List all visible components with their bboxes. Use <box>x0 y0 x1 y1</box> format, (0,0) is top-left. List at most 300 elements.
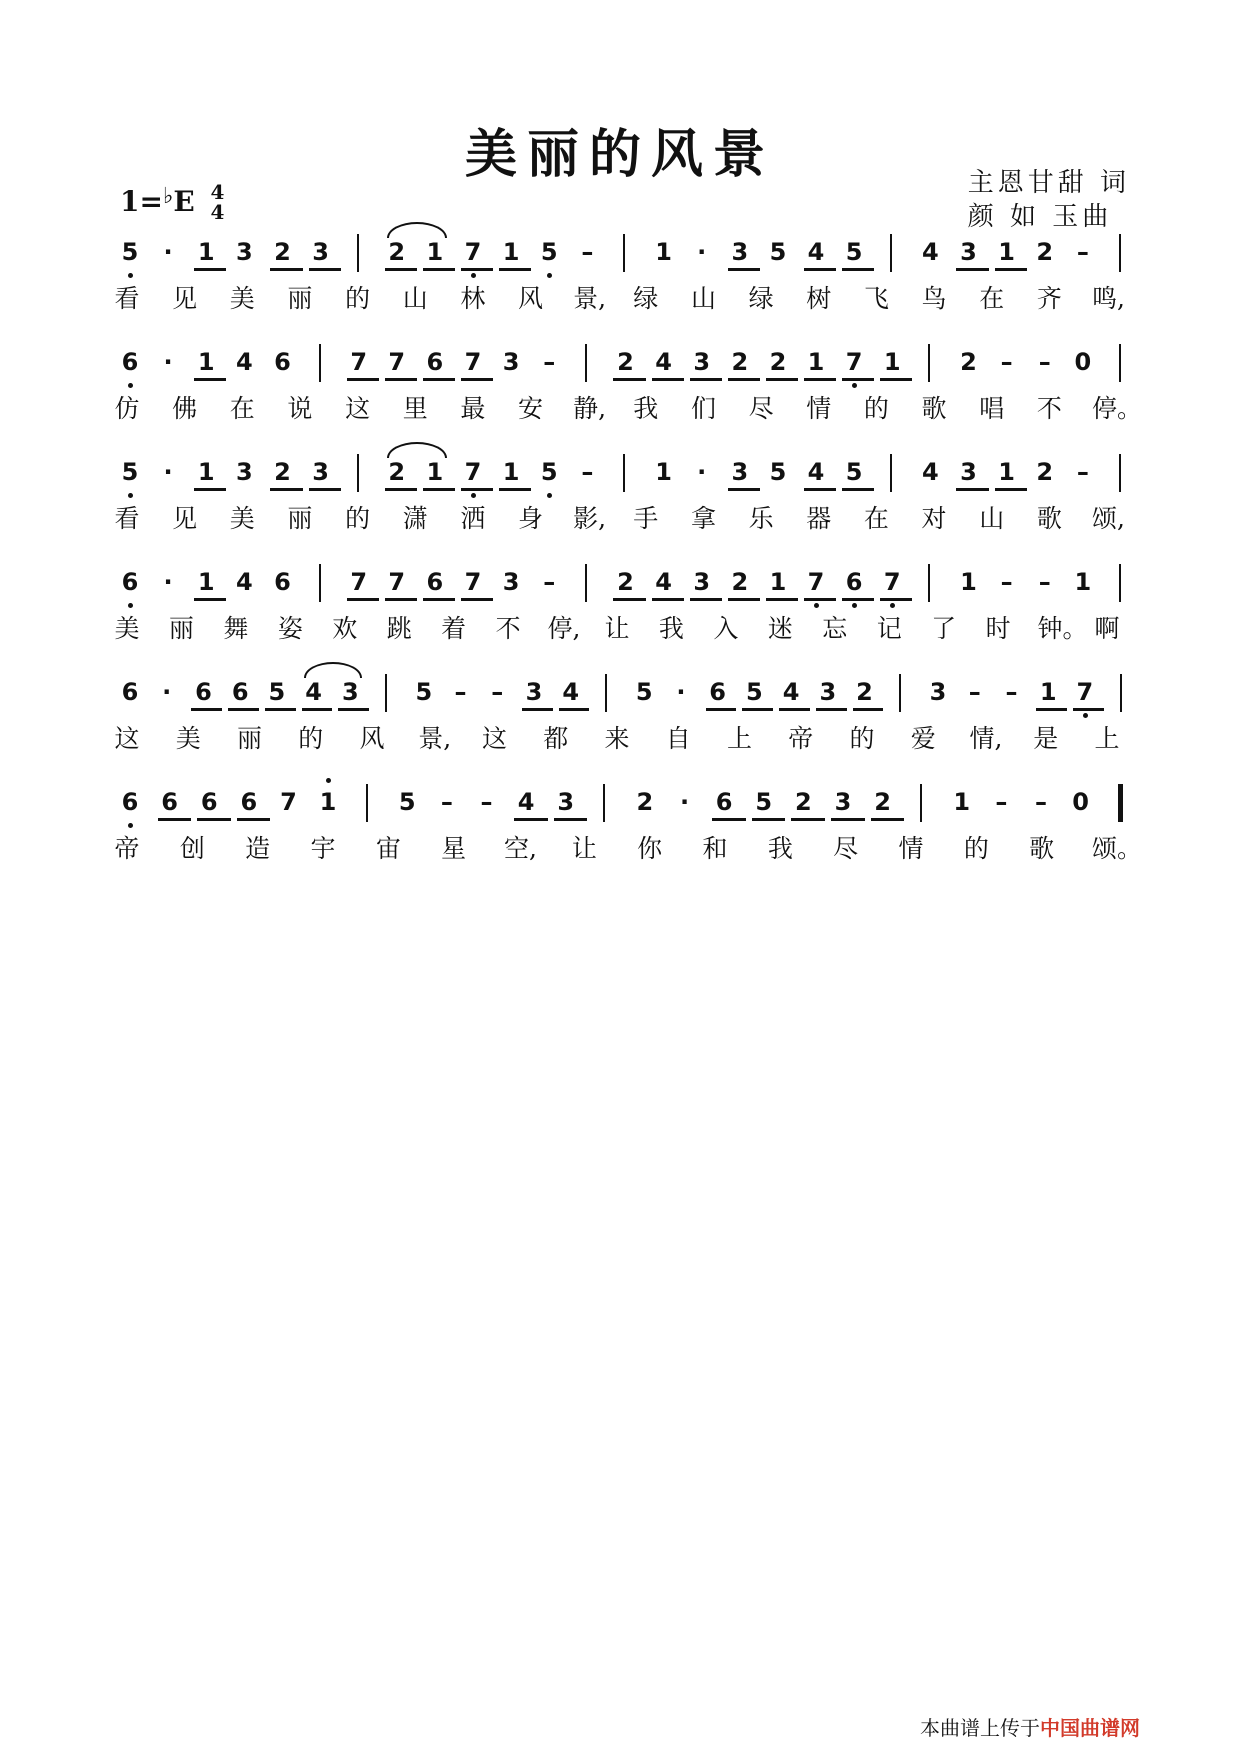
lyric-syllable: 时 <box>985 614 1011 643</box>
barline <box>603 784 605 822</box>
lyric-syllable: 我 <box>633 394 659 423</box>
lyric-syllable: 宙 <box>375 834 401 863</box>
note: 7 <box>464 348 482 376</box>
lyric-syllable: 丽 <box>168 614 194 643</box>
augmentation-dot: · <box>679 788 690 816</box>
low-octave-dot <box>128 273 133 278</box>
note: 1 <box>502 238 520 266</box>
eighth-underline <box>804 488 836 491</box>
note: 7 <box>388 348 406 376</box>
note: 5 <box>398 788 416 816</box>
lyric-syllable: 不 <box>495 614 521 643</box>
eighth-underline <box>559 708 590 711</box>
note: 3 <box>235 238 253 266</box>
note: 4 <box>807 238 825 266</box>
eighth-underline <box>831 818 865 821</box>
augmentation-dot: · <box>163 568 173 596</box>
note: 6 <box>709 678 726 706</box>
flat-sign: ♭ <box>162 183 174 209</box>
barline <box>1119 344 1121 382</box>
lyric-syllable: 上 <box>726 724 752 753</box>
note: 3 <box>525 678 543 706</box>
lyric-syllable: 景, <box>418 724 452 753</box>
note: 7 <box>350 348 368 376</box>
note: 5 <box>769 238 787 266</box>
note: 7 <box>883 568 901 596</box>
note: 3 <box>312 458 329 486</box>
eighth-underline <box>499 268 531 271</box>
note: 3 <box>929 678 947 706</box>
lyric-syllable: 了 <box>931 614 957 643</box>
lyric-syllable: 美 <box>114 614 140 643</box>
eighth-underline <box>309 488 341 491</box>
note: 2 <box>1036 238 1054 266</box>
eighth-underline <box>652 598 684 601</box>
lyric-syllable: 舞 <box>223 614 249 643</box>
time-signature <box>210 182 224 222</box>
lyric-syllable: 是 <box>1033 724 1059 753</box>
lyric-syllable: 影, <box>573 504 607 533</box>
note: 4 <box>235 568 253 596</box>
notation-line <box>120 782 1130 828</box>
lyric-syllable: 对 <box>921 504 947 533</box>
eighth-underline <box>309 268 341 271</box>
low-octave-dot <box>128 603 133 608</box>
note: 1 <box>998 458 1015 486</box>
note: 3 <box>693 348 711 376</box>
note: 3 <box>312 238 329 266</box>
time-top: 4 <box>210 180 225 204</box>
lyric-syllable: 帝 <box>788 724 814 753</box>
note: 1 <box>197 568 215 596</box>
lyric-syllable: 情 <box>806 394 832 423</box>
note: 1 <box>197 238 215 266</box>
barline <box>366 784 368 822</box>
note: 6 <box>274 568 291 596</box>
lyric-syllable: 星 <box>441 834 467 863</box>
eighth-underline <box>842 598 874 601</box>
note: 6 <box>121 568 139 596</box>
barline <box>1119 564 1121 602</box>
lyric-syllable: 绿 <box>633 284 659 313</box>
note: 5 <box>540 458 558 486</box>
note: 1 <box>769 568 787 596</box>
eighth-underline <box>804 378 836 381</box>
note: 7 <box>1076 678 1094 706</box>
lyric-syllable: 齐 <box>1036 284 1062 313</box>
lyric-syllable: 姿 <box>277 614 303 643</box>
lyric-syllable: 器 <box>806 504 832 533</box>
lyric-syllable: 我 <box>658 614 684 643</box>
note: 5 <box>415 678 433 706</box>
note: 6 <box>240 788 258 816</box>
low-octave-dot <box>547 493 552 498</box>
note: 7 <box>350 568 368 596</box>
lyric-syllable: 山 <box>402 284 428 313</box>
lyric-syllable: 颂, <box>1092 504 1125 533</box>
high-octave-dot <box>326 778 331 783</box>
lyric-syllable: 停, <box>547 614 581 643</box>
lyric-syllable: 你 <box>637 834 663 863</box>
lyric-syllable: 的 <box>963 834 989 863</box>
note: 2 <box>388 238 406 266</box>
lyric-syllable: 手 <box>633 504 659 533</box>
eighth-underline <box>461 598 493 601</box>
barline <box>605 674 607 712</box>
barline <box>1119 234 1121 272</box>
lyric-syllable: 空, <box>504 834 537 863</box>
eighth-underline <box>712 818 746 821</box>
note: 1 <box>953 788 971 816</box>
note: 4 <box>655 348 672 376</box>
lyricist-credit: 主恩甘甜 词 <box>967 168 1130 198</box>
song-title: 美丽的风景 <box>464 124 775 185</box>
eighth-underline <box>194 488 226 491</box>
lyric-line <box>114 719 1130 759</box>
eighth-underline <box>652 378 684 381</box>
low-octave-dot <box>128 823 133 828</box>
eighth-underline <box>613 598 645 601</box>
lyric-syllable: 见 <box>172 284 198 313</box>
eighth-underline <box>270 488 302 491</box>
eighth-underline <box>956 488 988 491</box>
lyric-syllable: 歌 <box>921 394 947 423</box>
lyric-syllable: 这 <box>114 724 140 753</box>
eighth-underline <box>237 818 271 821</box>
lyric-syllable: 上 <box>1094 724 1120 753</box>
lyric-syllable: 风 <box>518 284 544 313</box>
lyric-syllable: 洒 <box>460 504 486 533</box>
barline <box>585 564 587 602</box>
note: 5 <box>769 458 787 486</box>
eighth-underline <box>842 378 874 381</box>
lyric-syllable: 都 <box>543 724 569 753</box>
lyric-syllable: 情, <box>969 724 1003 753</box>
note: 6 <box>121 678 139 706</box>
key-signature <box>120 182 224 222</box>
credits <box>968 166 1130 234</box>
eighth-underline <box>880 598 912 601</box>
lyric-syllable: 静, <box>573 394 607 423</box>
eighth-underline <box>347 598 379 601</box>
eighth-underline <box>158 818 192 821</box>
barline <box>623 454 625 492</box>
low-octave-dot <box>471 493 476 498</box>
note: 7 <box>388 568 406 596</box>
slur <box>304 662 363 678</box>
eighth-underline <box>728 488 760 491</box>
note: 5 <box>746 678 763 706</box>
notation-line <box>120 562 1130 608</box>
note: 6 <box>426 348 444 376</box>
note: 3 <box>731 458 749 486</box>
eighth-underline <box>995 488 1027 491</box>
note: 3 <box>342 678 359 706</box>
note: 3 <box>960 238 977 266</box>
eighth-underline <box>265 708 296 711</box>
note: 4 <box>782 678 800 706</box>
eighth-underline <box>461 268 493 271</box>
lyric-syllable: 景, <box>573 284 607 313</box>
eighth-underline <box>816 708 847 711</box>
lyric-syllable: 不 <box>1036 394 1062 423</box>
lyric-syllable: 身 <box>518 504 544 533</box>
dash-extension: – <box>543 348 556 376</box>
lyric-syllable: 爱 <box>910 724 936 753</box>
eighth-underline <box>956 268 988 271</box>
dash-extension: – <box>480 788 493 816</box>
eighth-underline <box>1073 708 1104 711</box>
lyric-syllable: 啊 <box>1094 614 1120 643</box>
lyric-syllable: 丽 <box>287 284 313 313</box>
eighth-underline <box>385 598 417 601</box>
lyric-syllable: 潇 <box>402 504 428 533</box>
lyric-syllable: 山 <box>979 504 1005 533</box>
note: 6 <box>845 568 863 596</box>
eighth-underline <box>995 268 1027 271</box>
dash-extension: – <box>440 788 453 816</box>
augmentation-dot: · <box>697 458 707 486</box>
note: 3 <box>693 568 711 596</box>
lyric-syllable: 尽 <box>748 394 774 423</box>
augmentation-dot: · <box>676 678 686 706</box>
note: 1 <box>197 458 215 486</box>
eighth-underline <box>880 378 912 381</box>
eighth-underline <box>228 708 259 711</box>
dash-extension: – <box>454 678 467 706</box>
low-octave-dot <box>128 383 133 388</box>
eighth-underline <box>706 708 737 711</box>
barline <box>928 564 930 602</box>
augmentation-dot: · <box>163 458 173 486</box>
note: 7 <box>464 238 482 266</box>
lyric-syllable: 鸣, <box>1092 284 1125 313</box>
note: 1 <box>998 238 1015 266</box>
eighth-underline <box>194 378 226 381</box>
note: 5 <box>635 678 653 706</box>
dash-extension: – <box>1076 458 1089 486</box>
note: 6 <box>195 678 212 706</box>
note: 1 <box>197 348 215 376</box>
lyric-syllable: 看 <box>114 504 140 533</box>
dash-extension: – <box>1038 348 1051 376</box>
eighth-underline <box>766 378 798 381</box>
lyric-syllable: 造 <box>245 834 271 863</box>
note: 2 <box>617 568 634 596</box>
eighth-underline <box>499 488 531 491</box>
lyric-syllable: 入 <box>713 614 739 643</box>
eighth-underline <box>423 598 455 601</box>
note: 6 <box>231 678 249 706</box>
barline <box>623 234 625 272</box>
final-barline <box>1118 784 1123 822</box>
lyric-syllable: 佛 <box>172 394 198 423</box>
note: 3 <box>557 788 575 816</box>
barline <box>920 784 922 822</box>
eighth-underline <box>804 598 836 601</box>
note: 2 <box>769 348 787 376</box>
lyric-syllable: 颂。 <box>1092 834 1143 863</box>
barline <box>899 674 901 712</box>
footer <box>920 1712 1140 1741</box>
eighth-underline <box>728 378 760 381</box>
lyric-syllable: 创 <box>179 834 205 863</box>
lyric-syllable: 风 <box>359 724 385 753</box>
composer-credit: 颜 如 玉曲 <box>967 202 1113 232</box>
lyric-syllable: 欢 <box>332 614 358 643</box>
barline <box>385 674 387 712</box>
lyric-syllable: 们 <box>690 394 716 423</box>
eighth-underline <box>197 818 231 821</box>
augmentation-dot: · <box>163 238 173 266</box>
dash-extension: – <box>543 568 556 596</box>
lyric-syllable: 这 <box>481 724 507 753</box>
note: 1 <box>807 348 825 376</box>
eighth-underline <box>728 268 760 271</box>
note: 2 <box>731 348 749 376</box>
lyric-syllable: 记 <box>876 614 902 643</box>
notation-line <box>120 342 1130 388</box>
eighth-underline <box>423 378 455 381</box>
eighth-underline <box>842 488 874 491</box>
dash-extension: – <box>1034 788 1047 816</box>
lyric-syllable: 说 <box>287 394 313 423</box>
note: 4 <box>562 678 580 706</box>
slur <box>387 442 447 458</box>
note: 1 <box>655 238 672 266</box>
barline <box>585 344 587 382</box>
note: 1 <box>960 568 977 596</box>
note: 7 <box>464 458 482 486</box>
note: 1 <box>1039 678 1057 706</box>
lyric-syllable: 飞 <box>863 284 889 313</box>
eighth-underline <box>194 598 226 601</box>
lyric-syllable: 着 <box>441 614 467 643</box>
note: 3 <box>502 568 520 596</box>
lyric-syllable: 鸟 <box>921 284 947 313</box>
note: 6 <box>161 788 178 816</box>
low-octave-dot <box>547 273 552 278</box>
low-octave-dot <box>471 273 476 278</box>
low-octave-dot <box>890 603 895 608</box>
note: 4 <box>305 678 322 706</box>
lyric-line <box>114 279 1130 319</box>
key-note: E <box>173 185 195 218</box>
barline <box>1120 674 1122 712</box>
eighth-underline <box>742 708 773 711</box>
lyric-syllable: 的 <box>863 394 889 423</box>
note: 6 <box>121 788 139 816</box>
lyric-syllable: 宇 <box>310 834 336 863</box>
dash-extension: – <box>1005 678 1018 706</box>
note: 2 <box>960 348 977 376</box>
eighth-underline <box>613 378 645 381</box>
eighth-underline <box>522 708 553 711</box>
dash-extension: – <box>581 458 594 486</box>
note: 4 <box>517 788 535 816</box>
barline <box>1119 454 1121 492</box>
eighth-underline <box>461 488 493 491</box>
note: 0 <box>1072 788 1089 816</box>
lyric-syllable: 情 <box>898 834 924 863</box>
eighth-underline <box>690 598 722 601</box>
dash-extension: – <box>1076 238 1089 266</box>
eighth-underline <box>779 708 810 711</box>
notation-line <box>120 232 1130 278</box>
lyric-line <box>114 499 1130 539</box>
lyric-syllable: 安 <box>518 394 544 423</box>
eighth-underline <box>804 268 836 271</box>
barline <box>357 234 359 272</box>
lyric-line <box>114 609 1130 649</box>
note: 4 <box>922 458 939 486</box>
lyric-syllable: 让 <box>604 614 630 643</box>
lyric-syllable: 绿 <box>748 284 774 313</box>
note: 6 <box>426 568 444 596</box>
lyric-syllable: 让 <box>571 834 597 863</box>
slur <box>387 222 447 238</box>
eighth-underline <box>766 598 798 601</box>
note: 4 <box>807 458 825 486</box>
note: 3 <box>235 458 253 486</box>
note: 4 <box>922 238 939 266</box>
barline <box>890 454 892 492</box>
dash-extension: – <box>1038 568 1051 596</box>
lyric-syllable: 美 <box>229 284 255 313</box>
lyric-syllable: 唱 <box>979 394 1005 423</box>
lyric-syllable: 钟。 <box>1037 614 1088 643</box>
eighth-underline <box>853 708 884 711</box>
barline <box>357 454 359 492</box>
eighth-underline <box>690 378 722 381</box>
note: 2 <box>388 458 406 486</box>
lyric-syllable: 这 <box>345 394 371 423</box>
lyric-syllable: 在 <box>229 394 255 423</box>
lyric-line <box>114 389 1143 429</box>
lyric-syllable: 歌 <box>1036 504 1062 533</box>
note: 3 <box>502 348 520 376</box>
low-octave-dot <box>1083 713 1088 718</box>
time-bottom: 4 <box>210 200 225 224</box>
lyric-syllable: 的 <box>345 504 371 533</box>
lyric-syllable: 帝 <box>114 834 140 863</box>
lyric-syllable: 里 <box>402 394 428 423</box>
eighth-underline <box>423 488 455 491</box>
lyric-syllable: 乐 <box>748 504 774 533</box>
eighth-underline <box>194 268 226 271</box>
barline <box>319 564 321 602</box>
lyric-syllable: 的 <box>849 724 875 753</box>
note: 2 <box>856 678 873 706</box>
note: 2 <box>617 348 634 376</box>
eighth-underline <box>338 708 369 711</box>
note: 3 <box>834 788 852 816</box>
lyric-syllable: 停。 <box>1092 394 1143 423</box>
note: 6 <box>121 348 139 376</box>
lyric-syllable: 拿 <box>690 504 716 533</box>
augmentation-dot: · <box>162 678 172 706</box>
eighth-underline <box>842 268 874 271</box>
lyric-syllable: 和 <box>702 834 728 863</box>
eighth-underline <box>554 818 588 821</box>
lyric-syllable: 树 <box>806 284 832 313</box>
key-prefix: 1= <box>120 185 163 218</box>
lyric-syllable: 在 <box>979 284 1005 313</box>
lyric-syllable: 仿 <box>114 394 140 423</box>
lyric-syllable: 丽 <box>287 504 313 533</box>
barline <box>928 344 930 382</box>
dash-extension: – <box>581 238 594 266</box>
